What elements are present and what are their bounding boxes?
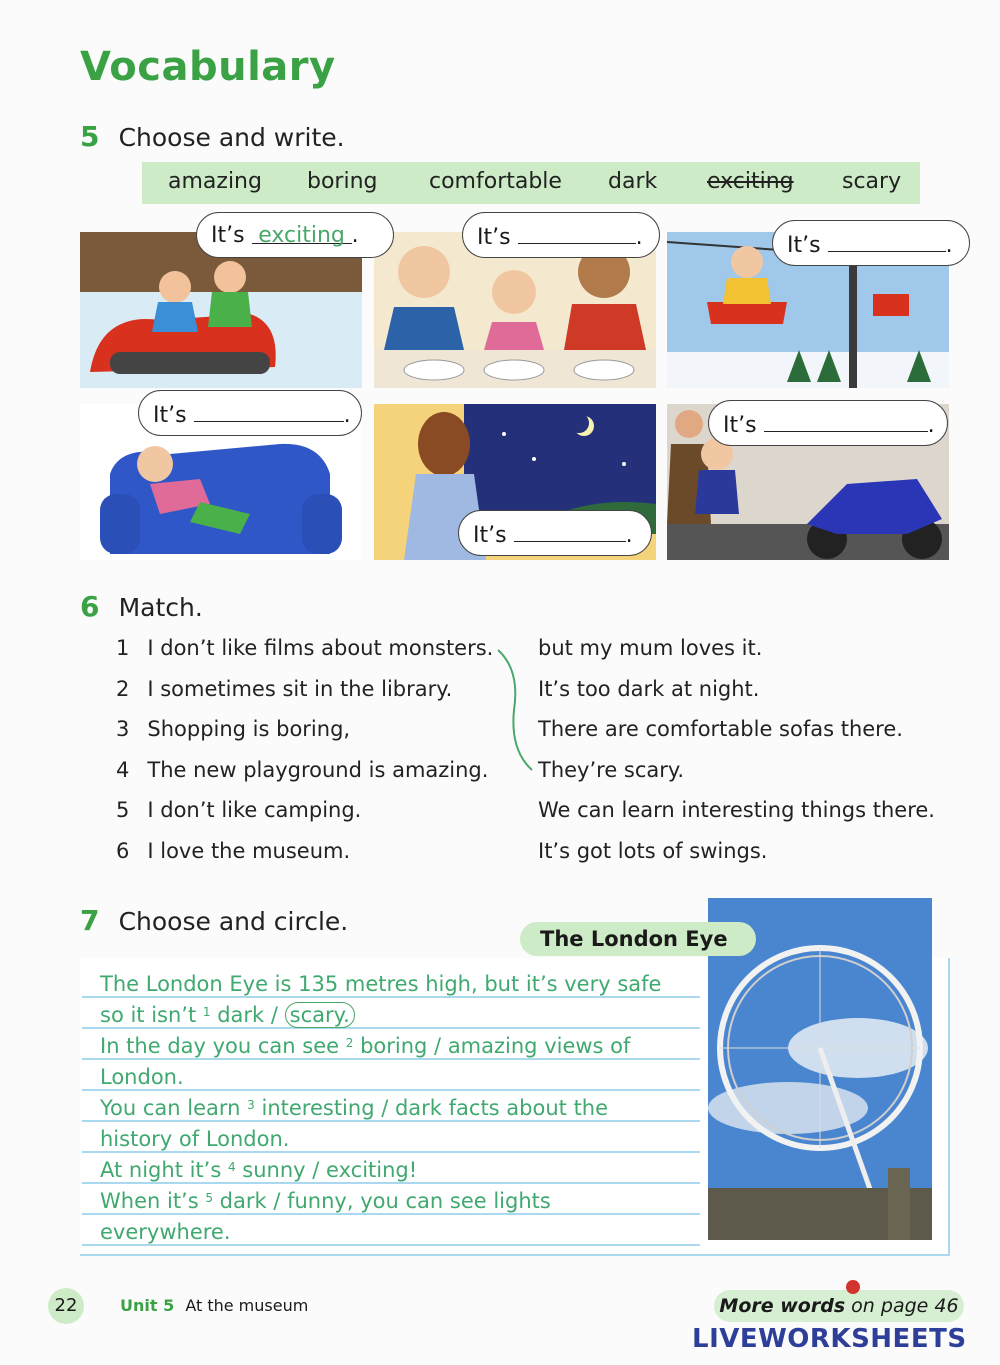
ruled-line bbox=[82, 1058, 700, 1060]
text-line-1 bbox=[100, 972, 661, 996]
gap-number: 3 bbox=[247, 1098, 255, 1112]
option-b[interactable]: amazing bbox=[447, 1034, 538, 1058]
item-text: I don’t like camping. bbox=[147, 798, 362, 822]
red-dot-icon bbox=[846, 1280, 860, 1294]
word-exciting-crossed: exciting bbox=[707, 169, 794, 194]
text-line-4 bbox=[100, 1065, 184, 1089]
exercise-number: 7 bbox=[80, 904, 100, 937]
option-a[interactable]: dark bbox=[219, 1189, 267, 1213]
text-line-3 bbox=[100, 1034, 630, 1058]
unit-number: Unit 5 bbox=[120, 1296, 175, 1315]
ruled-line bbox=[82, 1182, 700, 1184]
answer-field-2[interactable] bbox=[518, 213, 636, 244]
item-text: The new playground is amazing. bbox=[147, 758, 489, 782]
bubble-prefix: It’s bbox=[473, 523, 507, 548]
item-text: Shopping is boring, bbox=[147, 717, 351, 741]
option-a[interactable]: interesting bbox=[261, 1096, 375, 1120]
exercise-6-heading bbox=[80, 590, 203, 623]
item-text: I love the museum. bbox=[147, 839, 351, 863]
option-b[interactable]: exciting! bbox=[326, 1158, 418, 1182]
option-a[interactable]: dark bbox=[217, 1003, 265, 1027]
word-amazing: amazing bbox=[168, 169, 262, 194]
speech-bubble-2 bbox=[462, 212, 660, 258]
match-line-example bbox=[490, 640, 540, 780]
page-title: Vocabulary bbox=[80, 44, 336, 90]
exercise-instruction: Choose and circle. bbox=[118, 907, 349, 936]
answer-field-6[interactable] bbox=[764, 401, 928, 432]
word-comfortable: comfortable bbox=[429, 169, 562, 194]
answer-field-3[interactable] bbox=[828, 221, 946, 252]
line-text: London. bbox=[100, 1065, 184, 1089]
option-b-circled[interactable]: scary. bbox=[285, 1002, 355, 1028]
line-text: views of bbox=[537, 1034, 631, 1058]
item-number: 6 bbox=[116, 839, 130, 863]
line-text: history of London. bbox=[100, 1127, 290, 1151]
word-dark: dark bbox=[608, 169, 658, 194]
item-number: 3 bbox=[116, 717, 130, 741]
period: . bbox=[927, 413, 935, 438]
line-text: In the day you can see bbox=[100, 1034, 346, 1058]
match-left-4[interactable] bbox=[116, 758, 488, 782]
answer-field-1[interactable]: exciting bbox=[252, 213, 352, 244]
exercise-5-heading bbox=[80, 120, 345, 153]
unit-label bbox=[120, 1296, 308, 1315]
more-words-link[interactable] bbox=[714, 1290, 964, 1322]
exercise-instruction: Match. bbox=[118, 593, 203, 622]
item-number: 4 bbox=[116, 758, 130, 782]
speech-bubble-6 bbox=[708, 400, 948, 446]
line-text: At night it’s bbox=[100, 1158, 228, 1182]
item-text: I don’t like films about monsters. bbox=[147, 636, 494, 660]
period: . bbox=[625, 523, 633, 548]
ruled-line bbox=[82, 1244, 700, 1246]
word-boring: boring bbox=[307, 169, 378, 194]
word-scary: scary bbox=[842, 169, 902, 194]
gap-number: 5 bbox=[205, 1191, 213, 1205]
exercise-instruction: Choose and write. bbox=[118, 123, 345, 152]
page-number: 22 bbox=[48, 1288, 84, 1324]
line-text: You can learn bbox=[100, 1096, 248, 1120]
option-a[interactable]: boring bbox=[360, 1034, 428, 1058]
item-text: I sometimes sit in the library. bbox=[147, 677, 453, 701]
ruled-line bbox=[82, 1027, 700, 1029]
exercise-number: 6 bbox=[80, 590, 100, 623]
speech-bubble-3 bbox=[772, 220, 970, 266]
more-words-page: on page 46 bbox=[845, 1295, 959, 1317]
bubble-prefix: It’s bbox=[723, 413, 757, 438]
answer-field-5[interactable] bbox=[514, 511, 626, 542]
match-right-3[interactable]: There are comfortable sofas there. bbox=[538, 717, 903, 741]
ruled-line bbox=[82, 1151, 700, 1153]
item-number: 5 bbox=[116, 798, 130, 822]
unit-title: At the museum bbox=[185, 1296, 309, 1315]
gap-number: 1 bbox=[202, 1005, 211, 1019]
speech-bubble-1 bbox=[196, 212, 394, 258]
option-b[interactable]: dark bbox=[394, 1096, 442, 1120]
line-text: so it isn’t bbox=[100, 1003, 203, 1027]
match-right-1[interactable]: but my mum loves it. bbox=[538, 636, 763, 660]
text-line-7 bbox=[100, 1158, 417, 1182]
line-text: The London Eye is 135 metres high, but it’s very safe bbox=[100, 972, 662, 996]
separator: / bbox=[266, 1189, 288, 1213]
ruled-line bbox=[82, 1120, 700, 1122]
separator: / bbox=[264, 1003, 285, 1027]
exercise-7-heading bbox=[80, 904, 348, 937]
text-line-8 bbox=[100, 1189, 551, 1213]
gap-number: 4 bbox=[227, 1160, 236, 1174]
ruled-line bbox=[82, 996, 700, 998]
item-number: 1 bbox=[116, 636, 130, 660]
match-left-5[interactable] bbox=[116, 798, 361, 822]
match-right-2[interactable]: It’s too dark at night. bbox=[538, 677, 760, 701]
match-left-2[interactable] bbox=[116, 677, 452, 701]
match-left-6[interactable] bbox=[116, 839, 350, 863]
bubble-prefix: It’s bbox=[787, 233, 821, 258]
word-bank bbox=[142, 162, 920, 204]
line-text: When it’s bbox=[100, 1189, 206, 1213]
line-text: everywhere. bbox=[100, 1220, 231, 1244]
option-b[interactable]: funny, bbox=[287, 1189, 354, 1213]
bubble-prefix: It’s bbox=[211, 223, 245, 248]
text-line-5 bbox=[100, 1096, 608, 1120]
separator: / bbox=[427, 1034, 448, 1058]
text-line-9 bbox=[100, 1220, 231, 1244]
period: . bbox=[343, 403, 351, 428]
match-right-4[interactable]: They’re scary. bbox=[538, 758, 685, 782]
speech-bubble-4 bbox=[138, 390, 362, 436]
bubble-prefix: It’s bbox=[153, 403, 187, 428]
bubble-prefix: It’s bbox=[477, 225, 511, 250]
period: . bbox=[945, 233, 953, 258]
exercise-number: 5 bbox=[80, 120, 100, 153]
ruled-line bbox=[82, 1213, 700, 1215]
period: . bbox=[351, 223, 359, 248]
line-text: facts about the bbox=[441, 1096, 609, 1120]
brand-logo: LIVEWORKSHEETS bbox=[692, 1324, 967, 1354]
text-line-2 bbox=[100, 1003, 355, 1027]
match-left-1[interactable] bbox=[116, 636, 493, 660]
match-right-6[interactable]: It’s got lots of swings. bbox=[538, 839, 768, 863]
speech-bubble-5 bbox=[458, 510, 652, 556]
answer-field-4[interactable] bbox=[194, 391, 344, 422]
ruled-line bbox=[82, 1089, 700, 1091]
item-number: 2 bbox=[116, 677, 130, 701]
option-a[interactable]: sunny bbox=[242, 1158, 306, 1182]
more-words-bold: More words bbox=[719, 1295, 846, 1317]
line-text: you can see lights bbox=[353, 1189, 551, 1213]
match-right-5[interactable]: We can learn interesting things there. bbox=[538, 798, 935, 822]
box-title: The London Eye bbox=[520, 922, 756, 956]
gap-number: 2 bbox=[345, 1036, 354, 1050]
separator: / bbox=[374, 1096, 395, 1120]
text-line-6 bbox=[100, 1127, 289, 1151]
match-left-3[interactable] bbox=[116, 717, 350, 741]
separator: / bbox=[305, 1158, 327, 1182]
period: . bbox=[635, 225, 643, 250]
